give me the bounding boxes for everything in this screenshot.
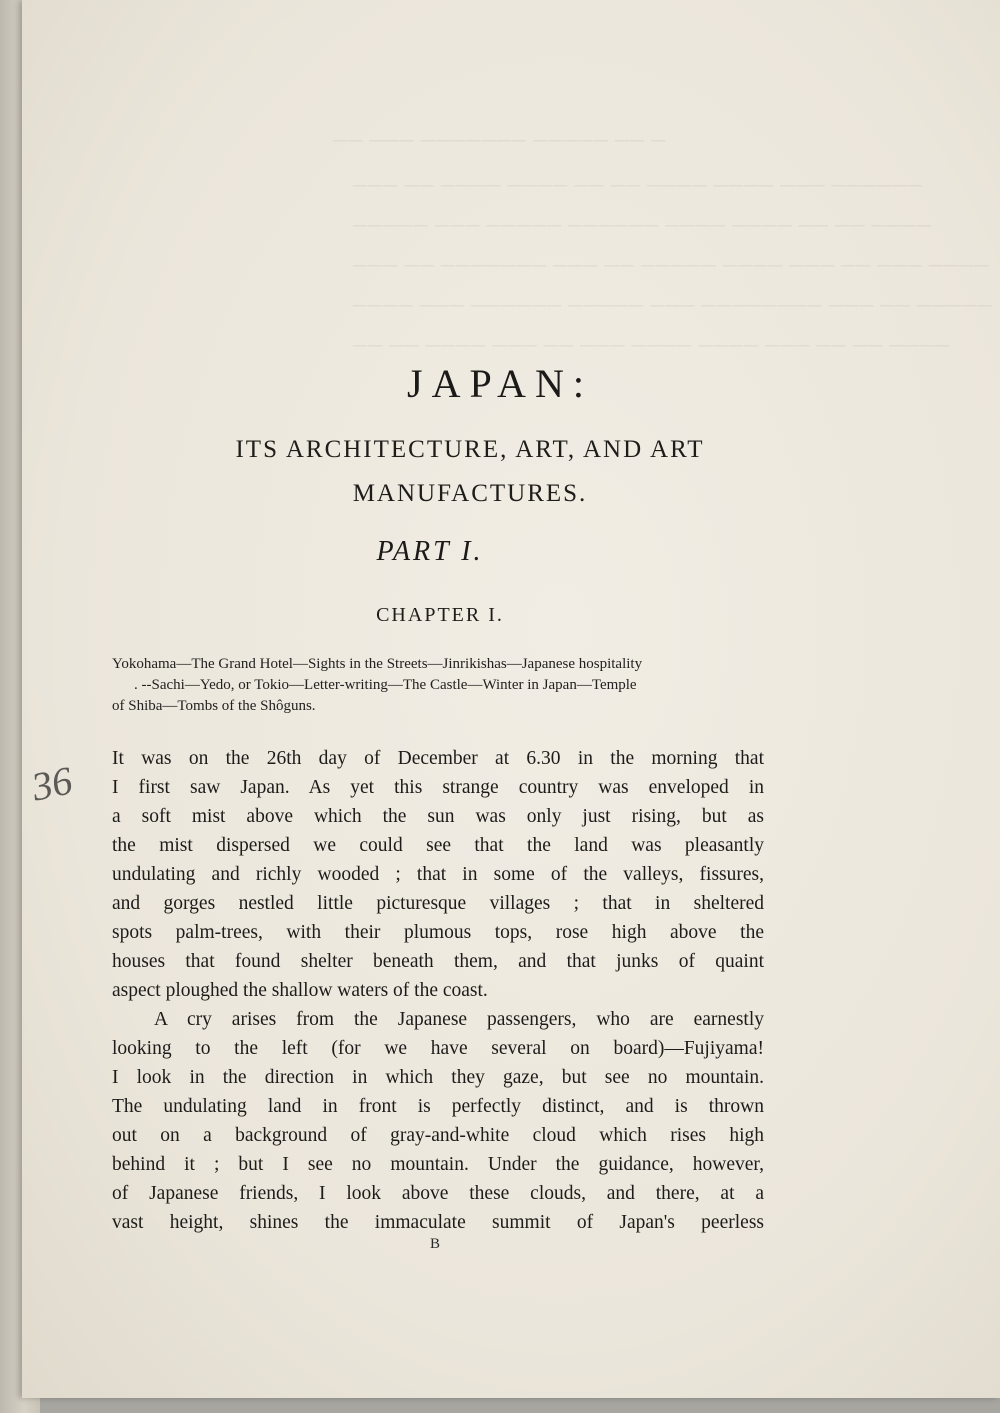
text-line: out on a background of gray-and-white cloud which rises high bbox=[112, 1125, 764, 1146]
text-line: The undulating land in front is perfectly distinct, and is thrown bbox=[112, 1096, 764, 1117]
text-line: undulating and richly wooded ; that in some of the valleys, fissures, bbox=[112, 864, 764, 885]
text-line: houses that found shelter beneath them, and that junks of quaint bbox=[112, 951, 764, 972]
text-line: I look in the direction in which they gaze, but see no mountain. bbox=[112, 1067, 764, 1088]
text-line: It was on the 26th day of December at 6.30 in the morning that bbox=[112, 748, 764, 769]
subtitle-line: ITS ARCHITECTURE, ART, AND ART bbox=[235, 436, 705, 463]
text-line: looking to the left (for we have several on board)—Fujiyama! bbox=[112, 1038, 764, 1059]
bleed-through-text: ──── ── ── ──── ──── ────── ───── ─── ───── bbox=[352, 215, 931, 237]
summary-line: . --Sachi—Yedo, or Tokio—Letter-writing—The Castle—Winter in Japan—Temple bbox=[134, 677, 637, 693]
text-line: the mist dispersed we could see that the land was pleasantly bbox=[112, 835, 764, 856]
text-line: behind it ; but I see no mountain. Under the guidance, however, bbox=[112, 1154, 764, 1175]
paragraph-2 bbox=[112, 1005, 764, 1237]
text-line: and gorges nestled little picturesque villages ; that in sheltered bbox=[112, 893, 764, 914]
pencil-annotation: 36 bbox=[27, 757, 77, 810]
bleed-through-text: ───── ── ─── ──────── ─── ───── ────── ─── ──── bbox=[352, 295, 992, 317]
text-line: vast height, shines the immaculate summit of Japan's peerless bbox=[112, 1212, 764, 1233]
bleed-through-text: ──── ─── ── ─── ──── ───── ── ─── ─────── ── ─── bbox=[352, 255, 989, 277]
book-title: JAPAN: bbox=[407, 361, 593, 406]
text-line: A cry arises from the Japanese passengers, who are earnestly bbox=[154, 1009, 764, 1030]
chapter-summary bbox=[112, 654, 772, 717]
text-line: aspect ploughed the shallow waters of the coast. bbox=[112, 980, 488, 1001]
text-line: a soft mist above which the sun was only just rising, but as bbox=[112, 806, 764, 827]
bleed-through-text: ────── ─── ──── ──── ── ── ──── ──── ── ─── bbox=[352, 175, 922, 197]
subtitle-line: MANUFACTURES. bbox=[352, 480, 588, 507]
summary-line: of Shiba—Tombs of the Shôguns. bbox=[112, 698, 316, 714]
chapter-heading: CHAPTER I. bbox=[376, 604, 504, 626]
summary-line: Yokohama—The Grand Hotel—Sights in the Streets—Jinrikishas—Japanese hospitality bbox=[112, 656, 643, 672]
bleed-through-text: ─ ── ───── ─────── ─── ── bbox=[332, 130, 666, 152]
paragraph-1 bbox=[112, 744, 764, 1005]
text-line: spots palm-trees, with their plumous tops, rose high above the bbox=[112, 922, 764, 943]
signature-mark: B bbox=[429, 1236, 440, 1252]
text-line: I first saw Japan. As yet this strange country was enveloped in bbox=[112, 777, 764, 798]
part-heading: PART I. bbox=[376, 536, 484, 567]
text-line: of Japanese friends, I look above these clouds, and there, at a bbox=[112, 1183, 764, 1204]
bleed-through-text: ──── ── ── ─── ──── ──── ─── ── ─── ──── ── ── bbox=[352, 335, 949, 357]
body-text bbox=[112, 744, 764, 1237]
book-subtitle bbox=[140, 428, 800, 516]
